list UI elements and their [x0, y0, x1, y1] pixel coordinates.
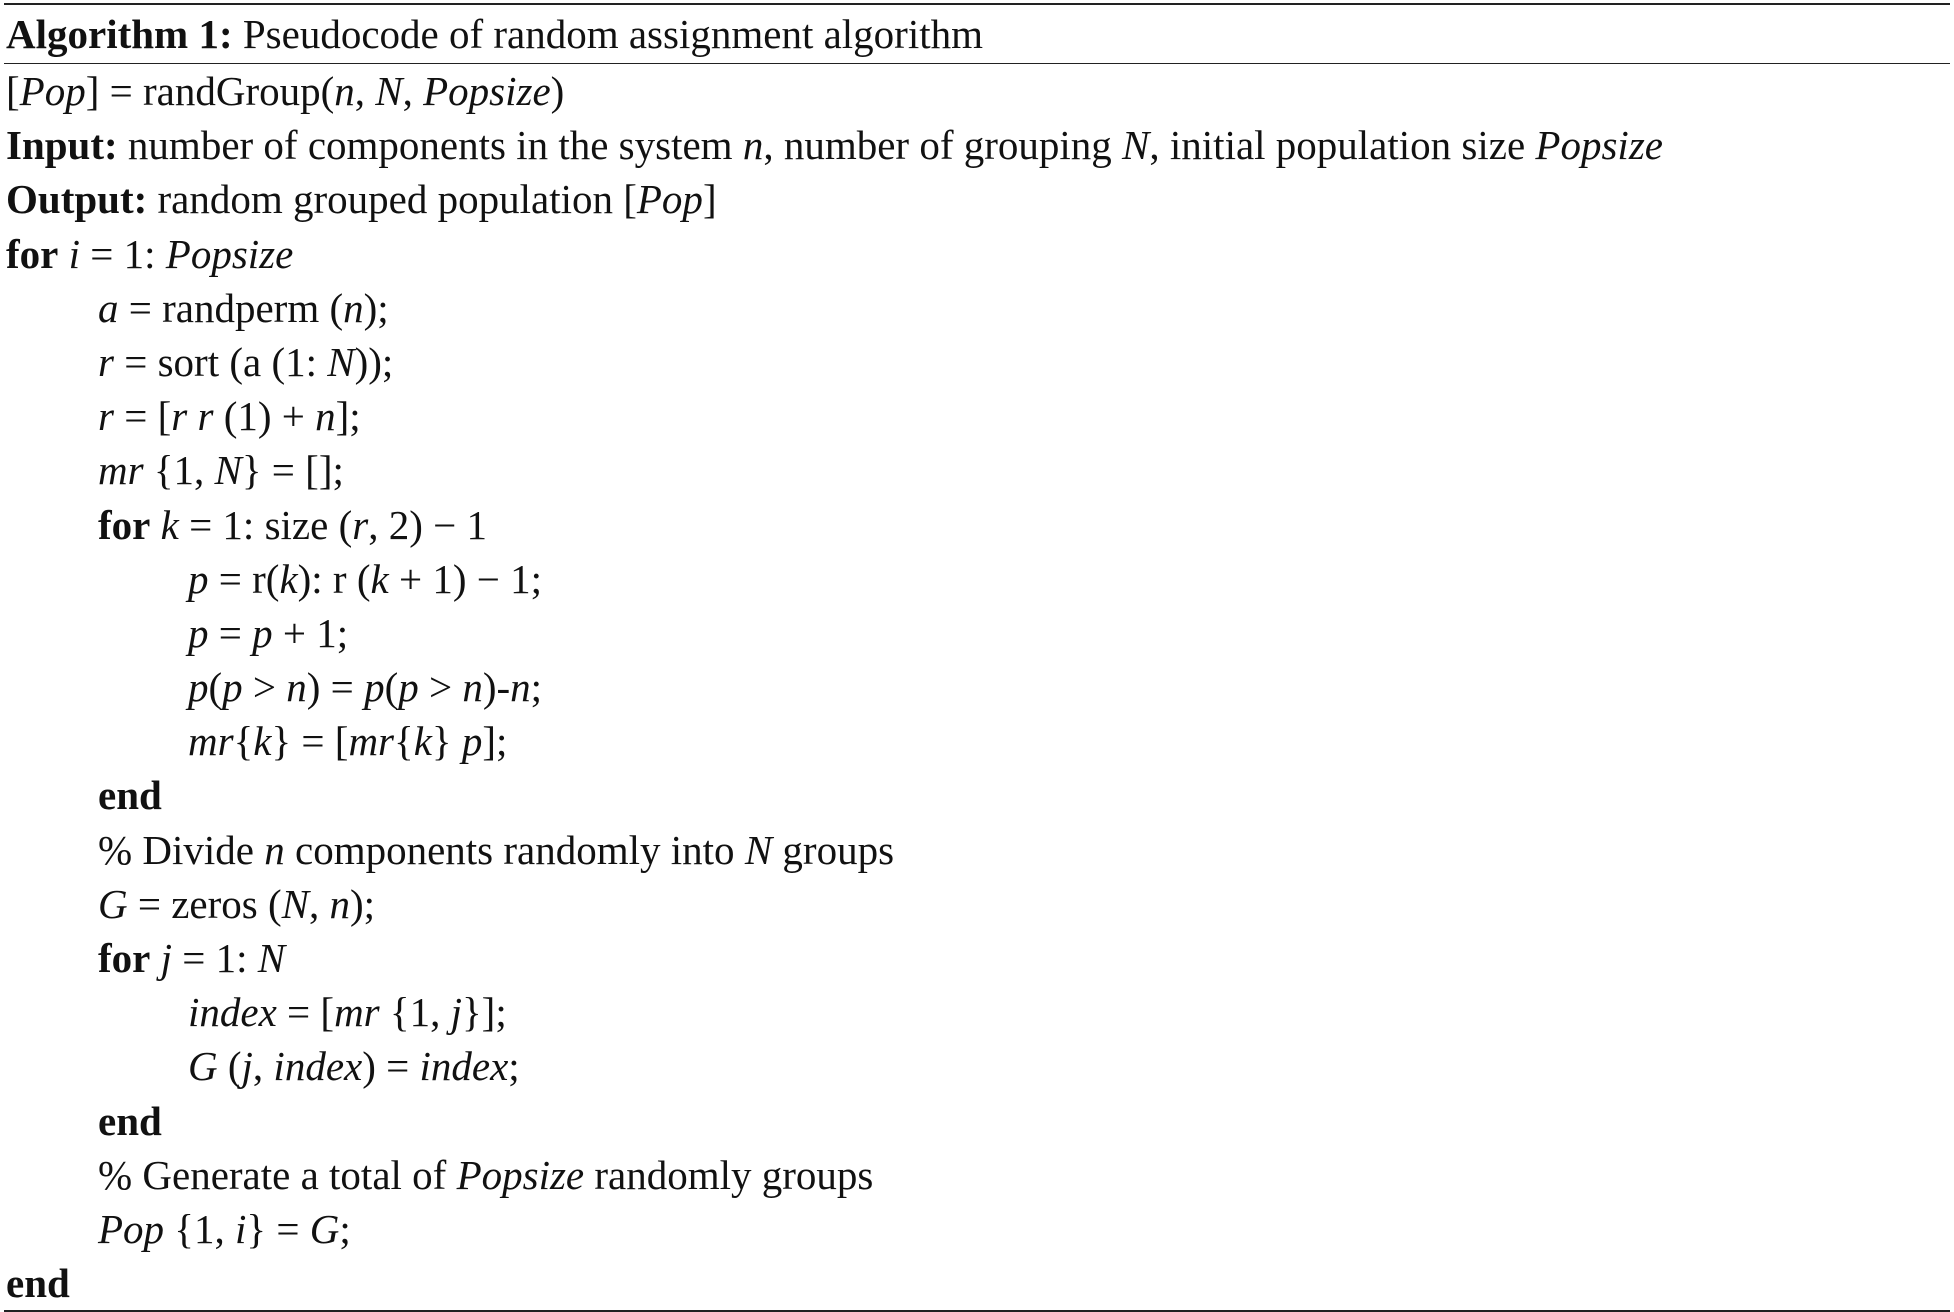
- code-rich: p = r(k): r (k + 1) − 1;: [188, 555, 542, 602]
- code-rich: a = randperm (n);: [98, 284, 389, 331]
- code-line: [4, 877, 1950, 931]
- code-rich: for i = 1: Popsize: [6, 230, 294, 277]
- code-rich: mr{k} = [mr{k} p];: [188, 718, 508, 765]
- code-rich: r = [r r (1) + n];: [98, 393, 361, 440]
- code-rich: end: [6, 1260, 70, 1307]
- code-line: [4, 1202, 1950, 1256]
- output-line: [4, 172, 1950, 226]
- code-line: [4, 498, 1950, 552]
- code-rich: end: [98, 1097, 162, 1144]
- code-line: [4, 443, 1950, 497]
- code-rich: for k = 1: size (r, 2) − 1: [98, 501, 487, 548]
- code-line: [4, 931, 1950, 985]
- signature-rich: [Pop] = randGroup(n, N, Popsize): [6, 68, 565, 114]
- input-label: Input:: [6, 122, 118, 169]
- input-line: [4, 118, 1950, 172]
- code-line: [4, 823, 1950, 877]
- code-rich: G (j, index) = index;: [188, 1043, 520, 1090]
- code-line: [4, 1148, 1950, 1202]
- code-rich: p = p + 1;: [188, 609, 349, 656]
- code-rich: index = [mr {1, j}];: [188, 989, 507, 1036]
- code-line: [4, 1039, 1950, 1093]
- output-rich: random grouped population [Pop]: [157, 176, 717, 223]
- code-line: [4, 714, 1950, 768]
- code-line: [4, 389, 1950, 443]
- code-line: [4, 1256, 1950, 1310]
- code-rich: for j = 1: N: [98, 935, 286, 981]
- code-rich: % Divide n components randomly into N groups: [98, 826, 895, 873]
- code-rich: r = sort (a (1: N));: [98, 338, 394, 385]
- signature-line: [4, 64, 1950, 118]
- input-rich: number of components in the system n, number of grouping N, initial population size Popsize: [127, 122, 1663, 169]
- caption-text: Pseudocode of random assignment algorithm: [232, 11, 984, 57]
- code-line: [4, 552, 1950, 606]
- code-line: [4, 606, 1950, 660]
- code-line: [4, 985, 1950, 1039]
- code-rich: end: [98, 772, 162, 819]
- algorithm-body: [4, 64, 1950, 1310]
- code-line: [4, 281, 1950, 335]
- code-rich: mr {1, N} = [];: [98, 447, 344, 494]
- code-line: [4, 660, 1950, 714]
- code-line: [4, 1094, 1950, 1148]
- code-rich: Pop {1, i} = G;: [98, 1205, 351, 1252]
- code-rich: % Generate a total of Popsize randomly groups: [98, 1151, 874, 1198]
- code-line: [4, 227, 1950, 281]
- caption-label: Algorithm 1:: [6, 11, 233, 57]
- code-line: [4, 335, 1950, 389]
- algorithm-box: [4, 3, 1950, 1312]
- code-rich: G = zeros (N, n);: [98, 880, 376, 927]
- code-line: [4, 768, 1950, 822]
- code-rich: p(p > n) = p(p > n)-n;: [188, 664, 543, 711]
- output-label: Output:: [6, 176, 148, 223]
- algorithm-caption: [4, 5, 1950, 63]
